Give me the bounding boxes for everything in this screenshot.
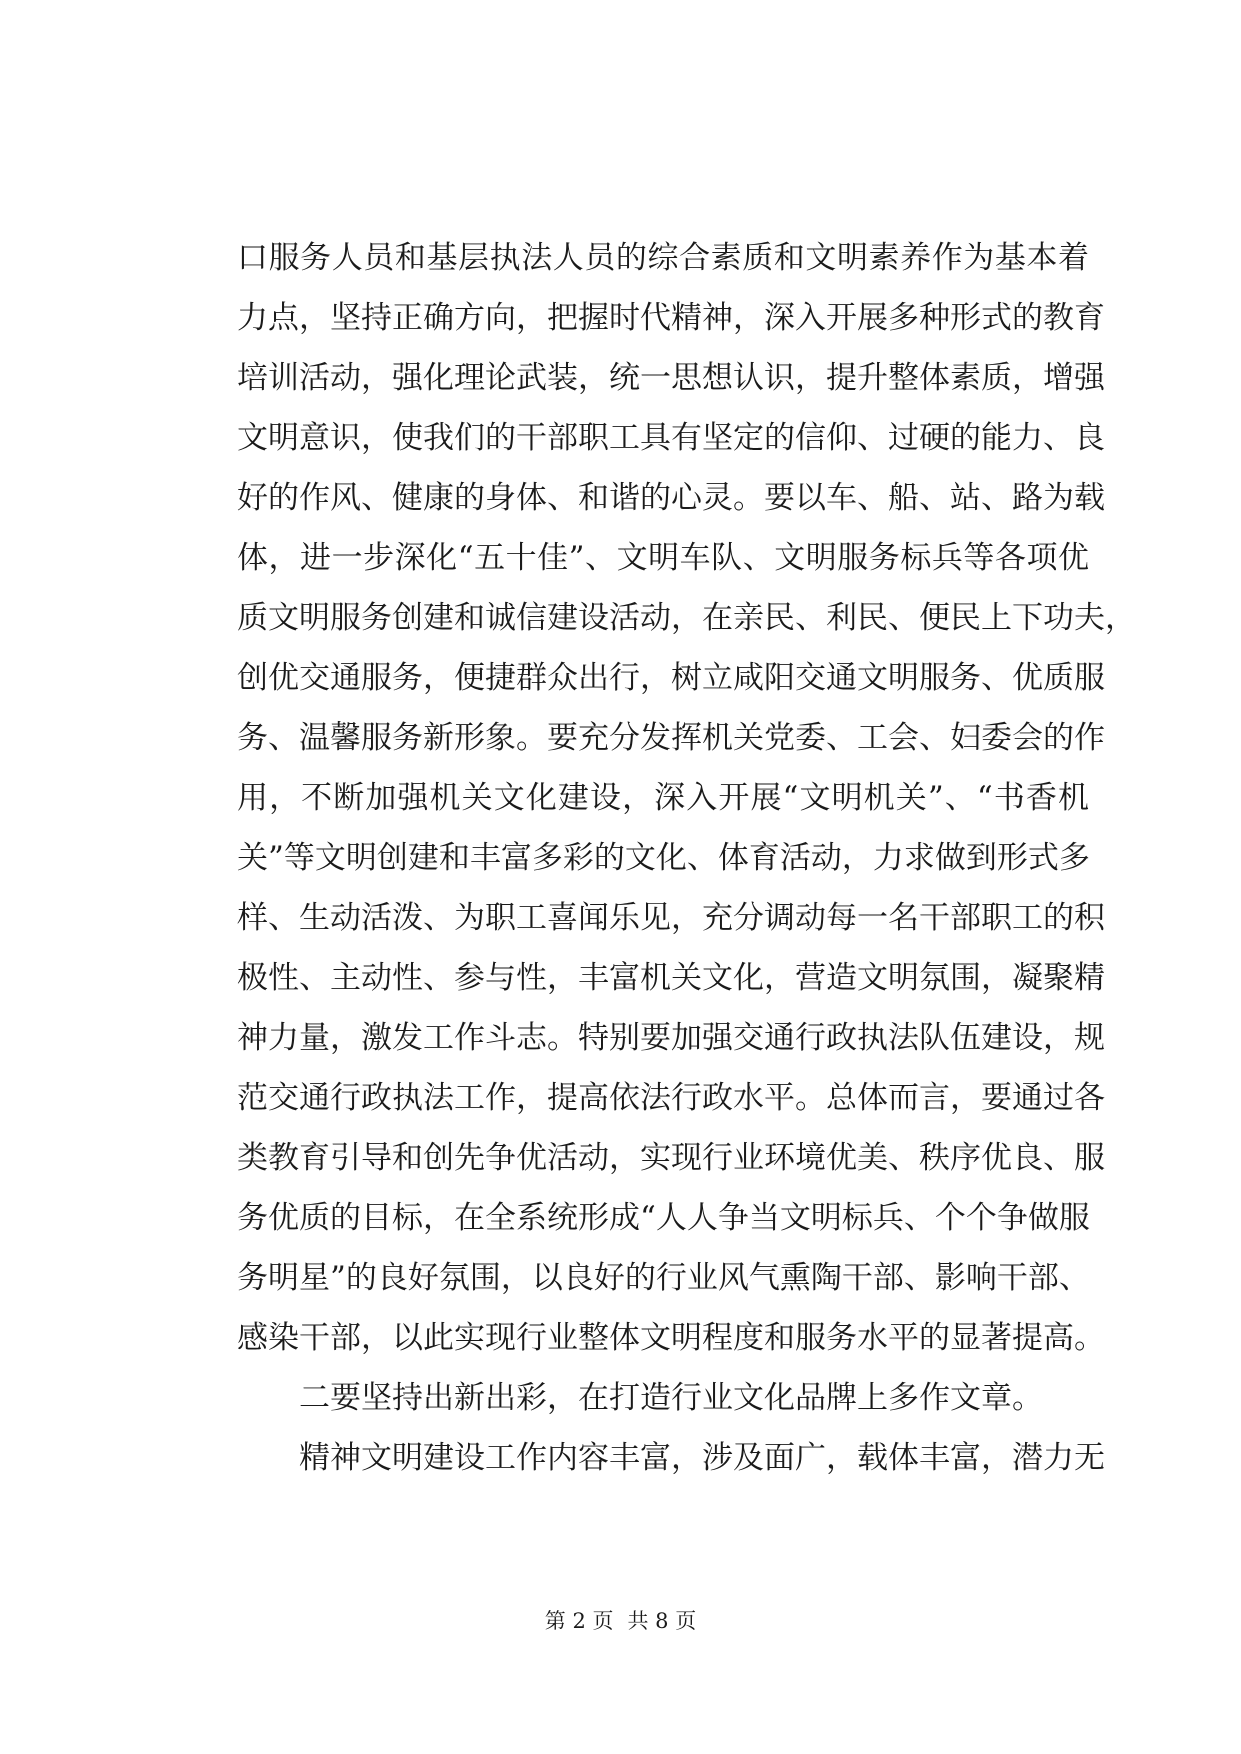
text-line-4: 文明意识，使我们的干部职工具有坚定的信仰、过硬的能力、良 [237,420,1105,456]
text-line-8: 创优交通服务，便捷群众出行，树立咸阳交通文明服务、优质服 [237,660,1105,696]
text-line-17: 务优质的目标，在全系统形成“人人争当文明标兵、个个争做服 [237,1200,1090,1236]
text-line-10: 用，不断加强机关文化建设，深入开展“文明机关”、“书香机 [237,780,1089,816]
text-line-18: 务明星”的良好氛围，以良好的行业风气熏陶干部、影响干部、 [237,1260,1090,1296]
text-line-3: 培训活动，强化理论武装，统一思想认识，提升整体素质，增强 [237,360,1105,396]
text-line-14: 神力量，激发工作斗志。特别要加强交通行政执法队伍建设，规 [237,1020,1105,1056]
text-line-2: 力点，坚持正确方向，把握时代精神，深入开展多种形式的教育 [237,300,1105,336]
text-line-7: 质文明服务创建和诚信建设活动，在亲民、利民、便民上下功夫， [237,600,1136,636]
text-line-15: 范交通行政执法工作，提高依法行政水平。总体而言，要通过各 [237,1080,1105,1116]
page-number: 第 2 页 [544,1609,614,1633]
text-line-1: 口服务人员和基层执法人员的综合素质和文明素养作为基本着 [237,240,1089,276]
section-heading: 二要坚持出新出彩，在打造行业文化品牌上多作文章。 [299,1380,1043,1416]
page-footer [0,1606,1241,1636]
body-text [237,228,1136,1488]
total-pages: 共 8 页 [627,1609,697,1633]
text-line-11: 关”等文明创建和丰富多彩的文化、体育活动，力求做到形式多 [237,840,1090,876]
paragraph-start: 精神文明建设工作内容丰富，涉及面广，载体丰富，潜力无 [299,1440,1105,1476]
text-line-12: 样、生动活泼、为职工喜闻乐见，充分调动每一名干部职工的积 [237,900,1105,936]
text-line-5: 好的作风、健康的身体、和谐的心灵。要以车、船、站、路为载 [237,480,1105,516]
text-line-9: 务、温馨服务新形象。要充分发挥机关党委、工会、妇委会的作 [237,720,1105,756]
text-line-6: 体，进一步深化“五十佳”、文明车队、文明服务标兵等各项优 [237,540,1089,576]
text-line-13: 极性、主动性、参与性，丰富机关文化，营造文明氛围，凝聚精 [237,960,1105,996]
text-line-16: 类教育引导和创先争优活动，实现行业环境优美、秩序优良、服 [237,1140,1105,1176]
text-line-19: 感染干部，以此实现行业整体文明程度和服务水平的显著提高。 [237,1320,1105,1356]
